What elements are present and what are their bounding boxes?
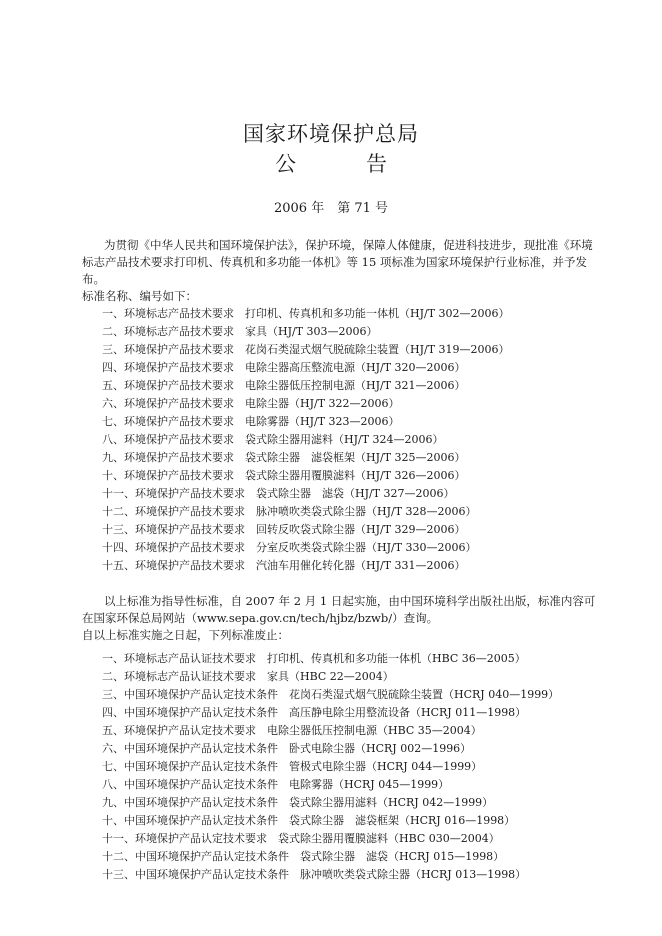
intro-text: 为贯彻《中华人民共和国环境保护法》，保护环境，保障人体健康，促进科技进步，现批准《环境标志产品技术要求打印机、传真机和多功能一体机》等 15 项标准为国家环境保护行业标准，并予发布。 (82, 238, 593, 286)
list-item: 十、中国环境保护产品认定技术条件 袋式除尘器 滤袋框架（HCRJ 016—1998） (102, 814, 516, 827)
page-subtitle (0, 148, 662, 178)
list-item: 七、环境保护产品技术要求 电除雾器（HJ/T 323—2006） (102, 415, 400, 428)
subtitle-left: 公 (275, 152, 296, 176)
implementation-text: 以上标准为指导性标准，自 2007 年 2 月 1 日起实施，由中国环境科学出版社出版，标准内容可在国家环保总局网站（www.sepa.gov.cn/tech/hjbz/bzwb/）查询。 (82, 594, 596, 625)
list-item: 五、环境保护产品技术要求 电除尘器低压控制电源（HJ/T 321—2006） (102, 379, 466, 392)
list-item: 三、环境保护产品技术要求 花岗石类湿式烟气脱硫除尘装置（HJ/T 319—2006） (102, 343, 510, 356)
list-item: 七、中国环境保护产品认定技术条件 管极式电除尘器（HCRJ 044—1999） (102, 760, 483, 773)
list-item: 十、环境保护产品技术要求 袋式除尘器用覆膜滤料（HJ/T 326—2006） (102, 469, 466, 482)
subtitle-right: 告 (366, 152, 387, 176)
list-item: 十五、环境保护产品技术要求 汽油车用催化转化器（HJ/T 331—2006） (102, 559, 466, 572)
list-item: 十一、环境保护产品认定技术要求 袋式除尘器用覆膜滤料（HBC 030—2004） (102, 832, 500, 845)
list-item: 六、中国环境保护产品认定技术条件 卧式电除尘器（HCRJ 002—1996） (102, 742, 472, 755)
list-item: 十一、环境保护产品技术要求 袋式除尘器 滤袋（HJ/T 327—2006） (102, 487, 455, 500)
list-item: 十三、环境保护产品技术要求 回转反吹袋式除尘器（HJ/T 329—2006） (102, 523, 466, 536)
abolished-list (102, 650, 622, 884)
intro-paragraph (82, 237, 602, 305)
list-item: 四、中国环境保护产品认定技术条件 高压静电除尘用整流设备（HCRJ 011—1998） (102, 706, 527, 719)
standards-list (102, 305, 622, 575)
implementation-paragraph (82, 593, 602, 644)
list-item: 八、中国环境保护产品认定技术条件 电除雾器（HCRJ 045—1999） (102, 778, 450, 791)
list-item: 四、环境保护产品技术要求 电除尘器高压整流电源（HJ/T 320—2006） (102, 361, 466, 374)
list-item: 一、环境标志产品认证技术要求 打印机、传真机和多功能一体机（HBC 36—2005） (102, 652, 526, 665)
list-item: 二、环境标志产品认证技术要求 家具（HBC 22—2004） (102, 670, 394, 683)
list-item: 二、环境标志产品技术要求 家具（HJ/T 303—2006） (102, 325, 378, 338)
list-item: 十二、中国环境保护产品认定技术条件 袋式除尘器 滤袋（HCRJ 015—1998） (102, 850, 505, 863)
list-item: 一、环境标志产品技术要求 打印机、传真机和多功能一体机（HJ/T 302—2006） (102, 307, 510, 320)
list-item: 五、环境保护产品认定技术要求 电除尘器低压控制电源（HBC 35—2004） (102, 724, 482, 737)
announcement-number: 2006 年 第 71 号 (273, 201, 389, 216)
list-item: 三、中国环境保护产品认定技术条件 花岗石类湿式烟气脱硫除尘装置（HCRJ 040—1999） (102, 688, 560, 701)
list2-heading: 自以上标准实施之日起，下列标准废止： (82, 628, 289, 642)
list-item: 九、中国环境保护产品认定技术条件 袋式除尘器用滤料（HCRJ 042—1999） (102, 796, 494, 809)
list-item: 九、环境保护产品技术要求 袋式除尘器 滤袋框架（HJ/T 325—2006） (102, 451, 466, 464)
page-title: 国家环境保护总局 (243, 122, 419, 146)
list1-heading: 标准名称、编号如下： (82, 289, 197, 303)
list-item: 十四、环境保护产品技术要求 分室反吹类袋式除尘器（HJ/T 330—2006） (102, 541, 477, 554)
list-item: 八、环境保护产品技术要求 袋式除尘器用滤料（HJ/T 324—2006） (102, 433, 444, 446)
list-item: 十三、中国环境保护产品认定技术条件 脉冲喷吹类袋式除尘器（HCRJ 013—1998） (102, 868, 527, 881)
list-item: 六、环境保护产品技术要求 电除尘器（HJ/T 322—2006） (102, 397, 400, 410)
list-item: 十二、环境保护产品技术要求 脉冲喷吹类袋式除尘器（HJ/T 328—2006） (102, 505, 477, 518)
